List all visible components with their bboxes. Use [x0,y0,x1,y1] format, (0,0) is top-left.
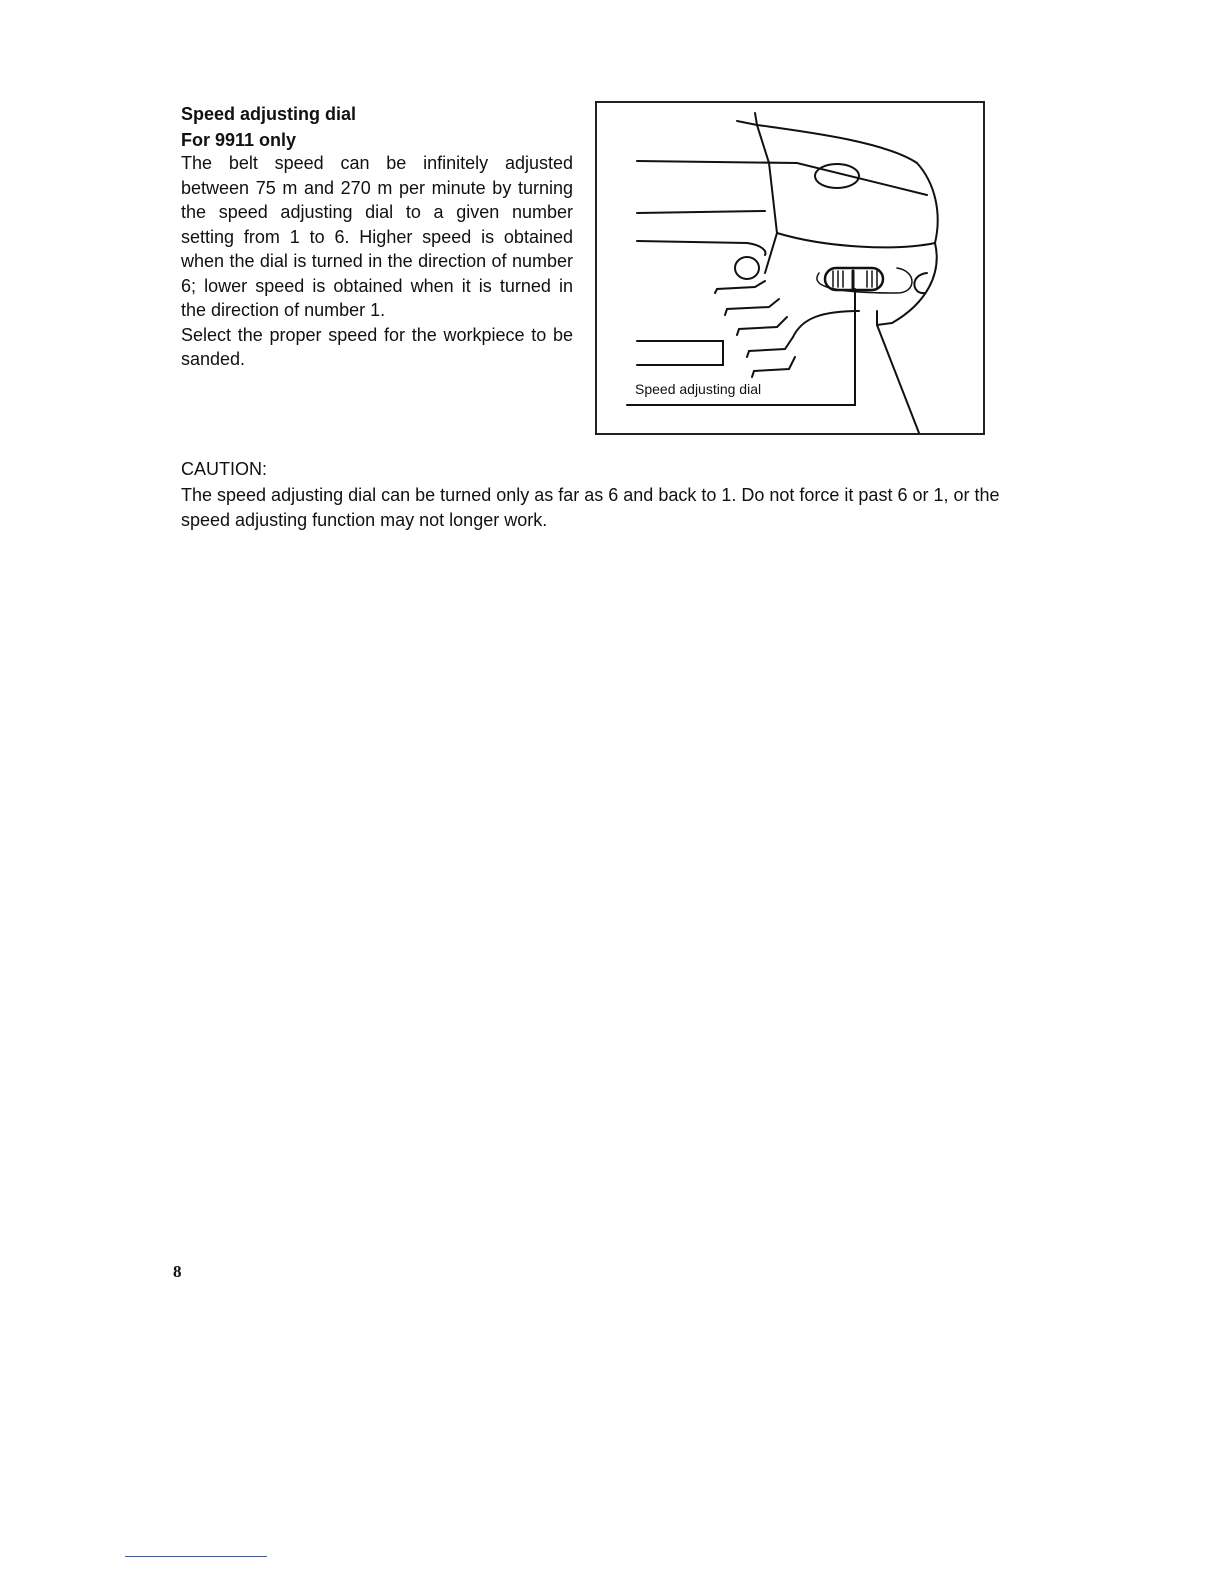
caution-title: CAUTION: [181,459,268,479]
figure-label: Speed adjusting dial [635,381,762,397]
bottom-rule [125,1556,267,1557]
caution-text: The speed adjusting dial can be turned only as far as 6 and back to 1. Do not force it past 6 or 1, or the speed adjusting function may not longer work. [181,485,1000,530]
model-note-heading: For 9911 only [181,130,297,150]
speed-dial-figure [595,101,985,435]
description-paragraph: Select the proper speed for the workpiece to be sanded. [181,324,573,369]
speed-dial-heading: Speed adjusting dial [181,104,357,124]
description-paragraph: The belt speed can be infinitely adjusted between 75 m and 270 m per minute by turning the speed adjusting dial to a given number setting from 1 to 6. Higher speed is obtained when the dial is turned in the direction of number 6; lower speed is obtained when it is turned in the direction of number 1. [181,153,573,320]
page-number: 8 [173,1262,182,1281]
speed-dial-description [181,151,573,372]
